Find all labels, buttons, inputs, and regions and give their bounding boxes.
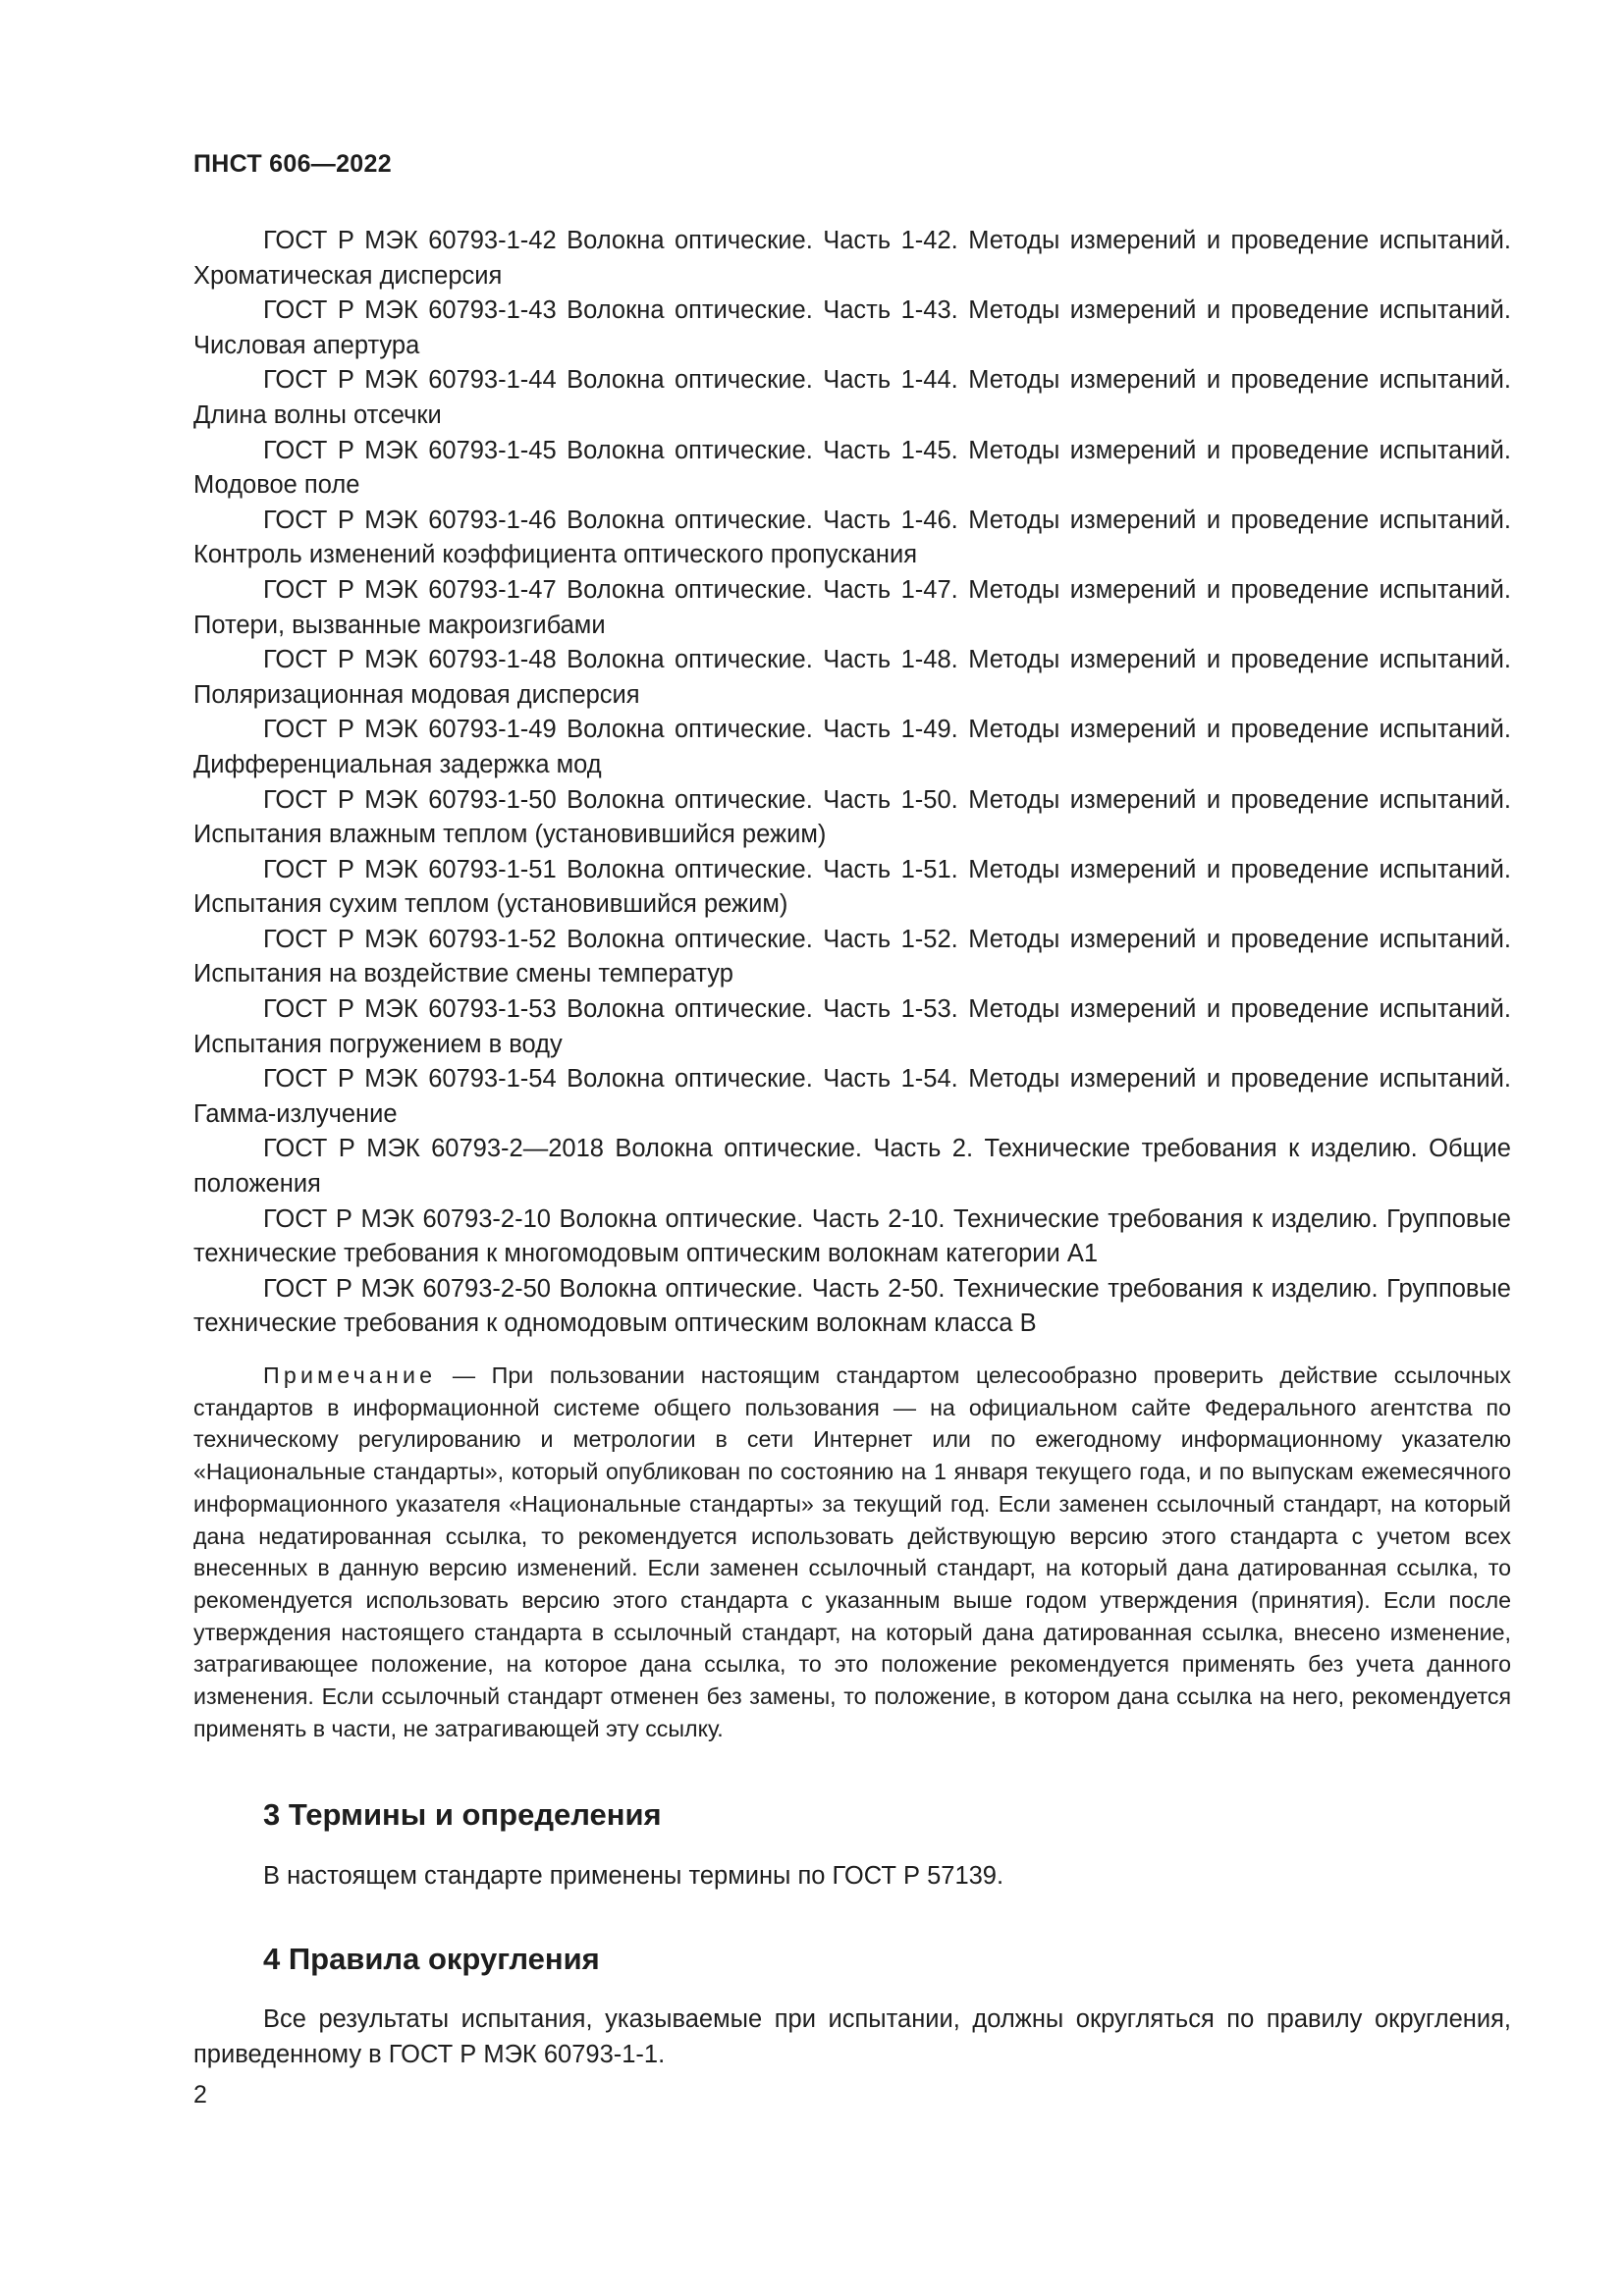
reference-item: ГОСТ Р МЭК 60793-1-45 Волокна оптические. Часть 1-45. Методы измерений и проведение испытаний. Модовое поле [193, 436, 1511, 500]
reference-item: ГОСТ Р МЭК 60793-2—2018 Волокна оптические. Часть 2. Технические требования к изделию. Общие положения [193, 1135, 1511, 1199]
reference-item: ГОСТ Р МЭК 60793-1-44 Волокна оптические. Часть 1-44. Методы измерений и проведение испытаний. Длина волны отсечки [193, 366, 1511, 429]
section-4-text: Все результаты испытания, указываемые при испытании, должны округляться по правилу округления, приведенному в ГОСТ Р МЭК 60793-1-1. [193, 2005, 1511, 2068]
reference-item: ГОСТ Р МЭК 60793-1-46 Волокна оптические. Часть 1-46. Методы измерений и проведение испытаний. Контроль изменений коэффициента оптического пропускания [193, 506, 1511, 569]
reference-list [193, 224, 1511, 1342]
reference-item: ГОСТ Р МЭК 60793-1-53 Волокна оптические. Часть 1-53. Методы измерений и проведение испытаний. Испытания погружением в воду [193, 995, 1511, 1058]
reference-item: ГОСТ Р МЭК 60793-1-42 Волокна оптические. Часть 1-42. Методы измерений и проведение испытаний. Хроматическая дисперсия [193, 227, 1511, 290]
reference-item: ГОСТ Р МЭК 60793-2-50 Волокна оптические. Часть 2-50. Технические требования к изделию. Групповые технические требования к одномодовым оптическим волокнам класса В [193, 1274, 1511, 1338]
reference-item: ГОСТ Р МЭК 60793-1-43 Волокна оптические. Часть 1-43. Методы измерений и проведение испытаний. Числовая апертура [193, 296, 1511, 359]
section-3-text: В настоящем стандарте применены термины по ГОСТ Р 57139. [263, 1862, 1004, 1890]
reference-item: ГОСТ Р МЭК 60793-1-47 Волокна оптические. Часть 1-47. Методы измерений и проведение испытаний. Потери, вызванные макроизгибами [193, 575, 1511, 639]
note-label: Примечание [263, 1362, 437, 1388]
document-code: ПНСТ 606—2022 [193, 150, 392, 178]
page-number: 2 [193, 2081, 207, 2109]
reference-item: ГОСТ Р МЭК 60793-1-52 Волокна оптические. Часть 1-52. Методы измерений и проведение испытаний. Испытания на воздействие смены температур [193, 925, 1511, 988]
reference-item: ГОСТ Р МЭК 60793-1-49 Волокна оптические. Часть 1-49. Методы измерений и проведение испытаний. Дифференциальная задержка мод [193, 716, 1511, 778]
reference-item: ГОСТ Р МЭК 60793-1-54 Волокна оптические. Часть 1-54. Методы измерений и проведение испытаний. Гамма-излучение [193, 1065, 1511, 1128]
note-text: — При пользовании настоящим стандартом целесообразно проверить действие ссылочных стандартов в информационной системе общего пользования — на официальном сайте Федерального агентства по техническому регулированию и метрологии в сети Интернет или по ежегодному информационному указателю «Национальные стандарты», который опубликован по состоянию на 1 января текущего года, и по выпускам ежемесячного информационного указателя «Национальные стандарты» за текущий год. Если заменен ссылочный стандарт, на который дана недатированная ссылка, то рекомендуется использовать действующую версию этого стандарта с учетом всех внесенных в данную версию изменений. Если заменен ссылочный стандарт, на который дана датированная ссылка, то рекомендуется использовать версию этого стандарта с указанным выше годом утверждения (принятия). Если после утверждения настоящего стандарта в ссылочный стандарт, на который дана датированная ссылка, внесено изменение, затрагивающее положение, на которое дана ссылка, то это положение рекомендуется применять без учета данного изменения. Если ссылочный стандарт отменен без замены, то положение, в котором дана ссылка на него, рекомендуется применять в части, не затрагивающей эту ссылку. [193, 1362, 1511, 1741]
reference-item: ГОСТ Р МЭК 60793-2-10 Волокна оптические. Часть 2-10. Технические требования к изделию. Групповые технические требования к многомодовым оптическим волокнам категории А1 [193, 1204, 1511, 1268]
section-3-heading: 3 Термины и определения [263, 1797, 662, 1832]
reference-item: ГОСТ Р МЭК 60793-1-50 Волокна оптические. Часть 1-50. Методы измерений и проведение испытаний. Испытания влажным теплом (установившийся режим) [193, 785, 1511, 849]
note-paragraph [193, 1360, 1511, 1744]
reference-item: ГОСТ Р МЭК 60793-1-51 Волокна оптические. Часть 1-51. Методы измерений и проведение испытаний. Испытания сухим теплом (установившийся режим) [193, 855, 1511, 919]
section-4-heading: 4 Правила округления [263, 1942, 600, 1976]
reference-item: ГОСТ Р МЭК 60793-1-48 Волокна оптические. Часть 1-48. Методы измерений и проведение испытаний. Поляризационная модовая дисперсия [193, 646, 1511, 709]
